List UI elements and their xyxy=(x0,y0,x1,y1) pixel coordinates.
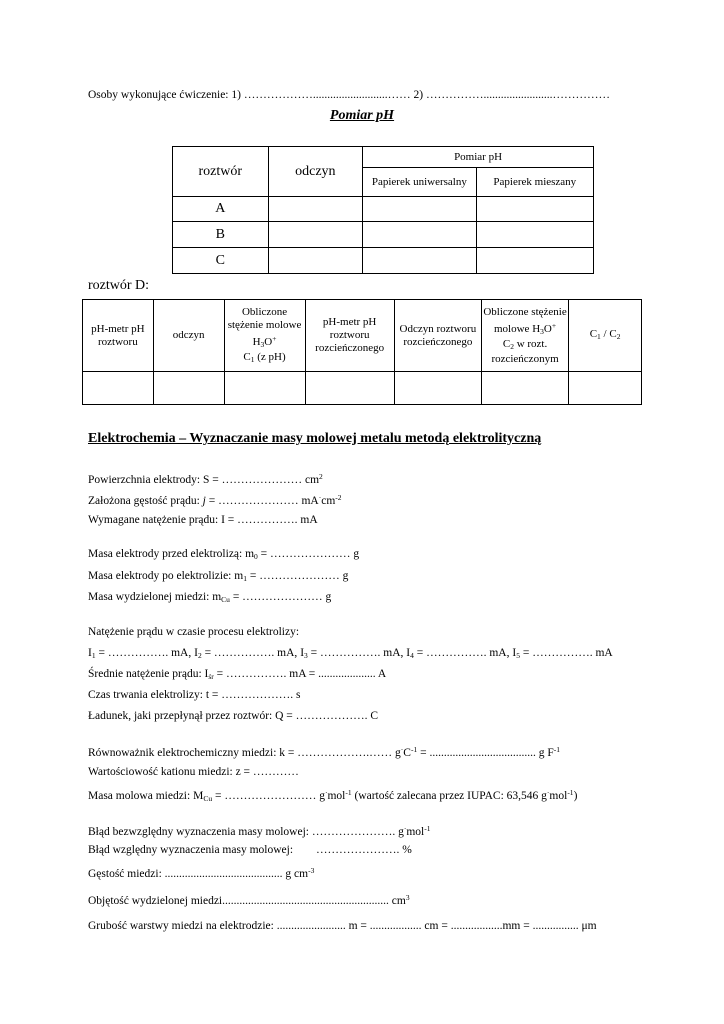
text: mol xyxy=(549,790,568,802)
cell-input[interactable] xyxy=(305,372,394,405)
ph-table-1 xyxy=(172,146,594,274)
c-letter: C xyxy=(502,337,511,350)
sup: -1 xyxy=(553,745,560,754)
sup: -1 xyxy=(345,788,352,797)
text: Gęstość miedzi: ......................................... g cm xyxy=(88,868,309,880)
text: I xyxy=(88,647,92,659)
text: I xyxy=(512,647,517,659)
o-letter: O xyxy=(543,322,552,335)
sub-2: 2 xyxy=(510,341,514,351)
text: = ……………. mA, xyxy=(201,647,301,659)
cell-input[interactable] xyxy=(569,372,642,405)
table-row xyxy=(173,197,594,222)
text: = ……………. mA = .................... A xyxy=(213,668,387,680)
cell-input[interactable] xyxy=(268,248,363,274)
text: Równoważnik elektrochemiczny miedzi: k = ……………….…… g xyxy=(88,747,401,759)
density-unit: cm xyxy=(321,495,336,507)
table-row xyxy=(83,372,642,405)
cell-input[interactable] xyxy=(268,222,363,248)
sup: -1 xyxy=(567,788,574,797)
electro-section-title: Elektrochemia – Wyznaczanie masy molowej metalu metodą elektrolityczną xyxy=(88,431,542,446)
cell-input[interactable] xyxy=(268,197,363,222)
sub-2: 2 xyxy=(616,332,621,341)
valence-line[interactable]: Wartościowość kationu miedzi: z = ………… xyxy=(88,766,299,778)
col-universal-paper-header: Papierek uniwersalny xyxy=(363,168,477,197)
sub: 3 xyxy=(304,651,308,660)
text: = ……………. mA, xyxy=(307,647,407,659)
sup: 2 xyxy=(319,472,323,481)
o-letter: O xyxy=(264,335,273,348)
text: = ……………. mA, xyxy=(95,647,195,659)
participants-label: Osoby wykonujące ćwiczenie: 1) xyxy=(88,89,241,101)
sup-plus: + xyxy=(272,333,277,343)
density-rest: = ………………… mA xyxy=(205,495,319,507)
text: = ………………… g xyxy=(229,591,332,603)
ph-section-title: Pomiar pH xyxy=(329,108,395,123)
text: = ..................................... g F xyxy=(417,747,554,759)
sub-3: 3 xyxy=(260,339,265,349)
col-reaction-diluted-header: Odczyn roztworu rozcieńczonego xyxy=(394,300,481,372)
molar-mass-line[interactable]: Masa molowa miedzi: $M_{Cu}$ = …………………… g·mol$^{-1}$ (wartość zalecana przez IUPAC: 63,546 g·mol$^{-1}$) xyxy=(88,788,578,803)
sub: 1 xyxy=(91,651,96,660)
equivalent-line[interactable]: Równoważnik elektrochemiczny miedzi: k = ……………….…… $g^\cdot C^{-1}$ = ..................................... g $F^{-1}$ xyxy=(88,745,560,759)
surface-unit: cm xyxy=(304,474,320,486)
volume-line[interactable] xyxy=(88,891,410,908)
cell-input[interactable] xyxy=(363,248,477,274)
col-solution-header: roztwór xyxy=(173,147,269,197)
col-calc-conc-diluted-header xyxy=(481,300,568,372)
text: Błąd bezwzględny wyznaczenia masy molowej: …………………. g xyxy=(88,826,404,838)
col-mixed-paper-header: Papierek mieszany xyxy=(476,168,593,197)
cell-input[interactable] xyxy=(476,197,593,222)
ph-table-2 xyxy=(82,299,642,405)
text: = ……………. mA, xyxy=(413,647,513,659)
density-line[interactable]: Założona gęstość prądu: j = ………………… $mA^\cdot cm^{-2}$ xyxy=(88,493,342,507)
col-calc-conc-header xyxy=(224,300,305,372)
col-ph-meter-diluted-header: pH-metr pH roztworu rozcieńczonego xyxy=(305,300,394,372)
text: C xyxy=(403,747,411,759)
cell-input[interactable] xyxy=(83,372,154,405)
col-ratio-header xyxy=(569,300,642,372)
cell-input[interactable] xyxy=(476,222,593,248)
sup: -3 xyxy=(308,866,315,875)
sub-1: 1 xyxy=(250,354,255,364)
text: mol xyxy=(406,826,425,838)
text: = ……………. mA xyxy=(519,647,613,659)
cell-input[interactable] xyxy=(481,372,568,405)
text: = …………………… g xyxy=(212,790,325,802)
col-ph-group-header: Pomiar pH xyxy=(363,147,594,168)
mass-after-line[interactable] xyxy=(88,569,348,586)
text: I xyxy=(194,647,198,659)
col-reaction-header: odczyn xyxy=(153,300,224,372)
sub: 2 xyxy=(197,651,202,660)
row-label: A xyxy=(173,197,269,222)
current-during-label: Natężenie prądu w czasie procesu elektrolizy: xyxy=(88,626,300,638)
sub-1: 1 xyxy=(597,332,601,341)
solution-d-label: roztwór D: xyxy=(88,278,150,293)
text: Średnie natężenie prądu: I xyxy=(88,668,209,680)
charge-line[interactable]: Ładunek, jaki przepłynął przez roztwór: Q = ………………. C xyxy=(88,710,379,722)
abs-error-line[interactable]: Błąd bezwzględny wyznaczenia masy molowej: …………………. g·mol$^{-1}$ xyxy=(88,824,431,838)
cell-input[interactable] xyxy=(363,197,477,222)
text: mol xyxy=(327,790,346,802)
mass-before-line[interactable] xyxy=(88,547,359,564)
h3-text: Obliczone stężenie molowe H xyxy=(227,305,302,348)
row-label: B xyxy=(173,222,269,248)
table-row xyxy=(173,222,594,248)
surface-line[interactable] xyxy=(88,470,323,487)
text: Masa wydzielonej miedzi: m xyxy=(88,591,222,603)
rel-error-line[interactable]: Błąd względny wyznaczenia masy molowej: …………………. % xyxy=(88,844,412,856)
sub: śr xyxy=(208,672,214,681)
cell-input[interactable] xyxy=(153,372,224,405)
h3-suffix: (z pH) xyxy=(257,350,286,363)
c-letter: C xyxy=(589,328,598,340)
text: ) xyxy=(573,790,578,802)
participant-1-field[interactable]: ………………..........................…… xyxy=(243,89,411,101)
text: Masa elektrody po elektrolizie: m xyxy=(88,570,244,582)
c-letter: C xyxy=(243,350,251,363)
text: I xyxy=(300,647,305,659)
text: = ………………… g xyxy=(257,548,360,560)
participants-line xyxy=(88,88,610,102)
avg-current-line[interactable] xyxy=(88,667,386,684)
sup: -1 xyxy=(410,745,418,754)
participants-mid: 2) xyxy=(413,89,424,101)
col-reaction-header: odczyn xyxy=(268,147,363,197)
sub: 1 xyxy=(243,574,247,583)
mass-cu-line[interactable] xyxy=(88,590,331,607)
h6-suffix: w rozt. rozcieńczonym xyxy=(491,337,559,365)
sub: Cu xyxy=(221,595,230,604)
sub: Cu xyxy=(203,794,213,803)
cell-input[interactable] xyxy=(394,372,481,405)
cell-input[interactable] xyxy=(224,372,305,405)
text: Masa molowa miedzi: M xyxy=(88,790,204,802)
density-cu-line[interactable] xyxy=(88,864,314,881)
text: = ………………… g xyxy=(246,570,349,582)
sub: 4 xyxy=(410,651,414,660)
cell-input[interactable] xyxy=(476,248,593,274)
currents-line[interactable] xyxy=(88,646,613,663)
density-label: Założona gęstość prądu: xyxy=(88,495,200,507)
required-current-line[interactable]: Wymagane natężenie prądu: I = ……………. mA xyxy=(88,514,318,526)
sub-3: 3 xyxy=(540,326,544,336)
text: Masa elektrody przed elektrolizą: m xyxy=(88,548,255,560)
text: (wartość zalecana przez IUPAC: 63,546 g xyxy=(351,790,547,802)
sup: 3 xyxy=(405,893,410,902)
time-line[interactable]: Czas trwania elektrolizy: t = ………………. s xyxy=(88,689,301,701)
surface-text: Powierzchnia elektrody: S = ………………… xyxy=(88,474,303,486)
row-label: C xyxy=(173,248,269,274)
text: I xyxy=(406,647,411,659)
sup: -2 xyxy=(335,493,342,502)
text: Objętość wydzielonej miedzi.......................................................... cm xyxy=(88,895,406,907)
participant-2-field[interactable]: ……………........................…………… xyxy=(425,89,610,101)
col-ph-meter-header: pH-metr pH roztworu xyxy=(83,300,154,372)
ratio-sep: / C xyxy=(603,328,617,340)
h6-text: Obliczone stężenie molowe H xyxy=(483,305,567,335)
table-row xyxy=(173,248,594,274)
cell-input[interactable] xyxy=(363,222,477,248)
thickness-line[interactable]: Grubość warstwy miedzi na elektrodzie: ........................ m = .................. cm = ..................mm = ................ μm xyxy=(88,920,597,932)
density-var: j xyxy=(202,495,206,507)
sub: 0 xyxy=(254,552,258,561)
sup-plus: + xyxy=(551,320,557,330)
sup: -1 xyxy=(424,824,431,833)
sub: 5 xyxy=(516,651,520,660)
